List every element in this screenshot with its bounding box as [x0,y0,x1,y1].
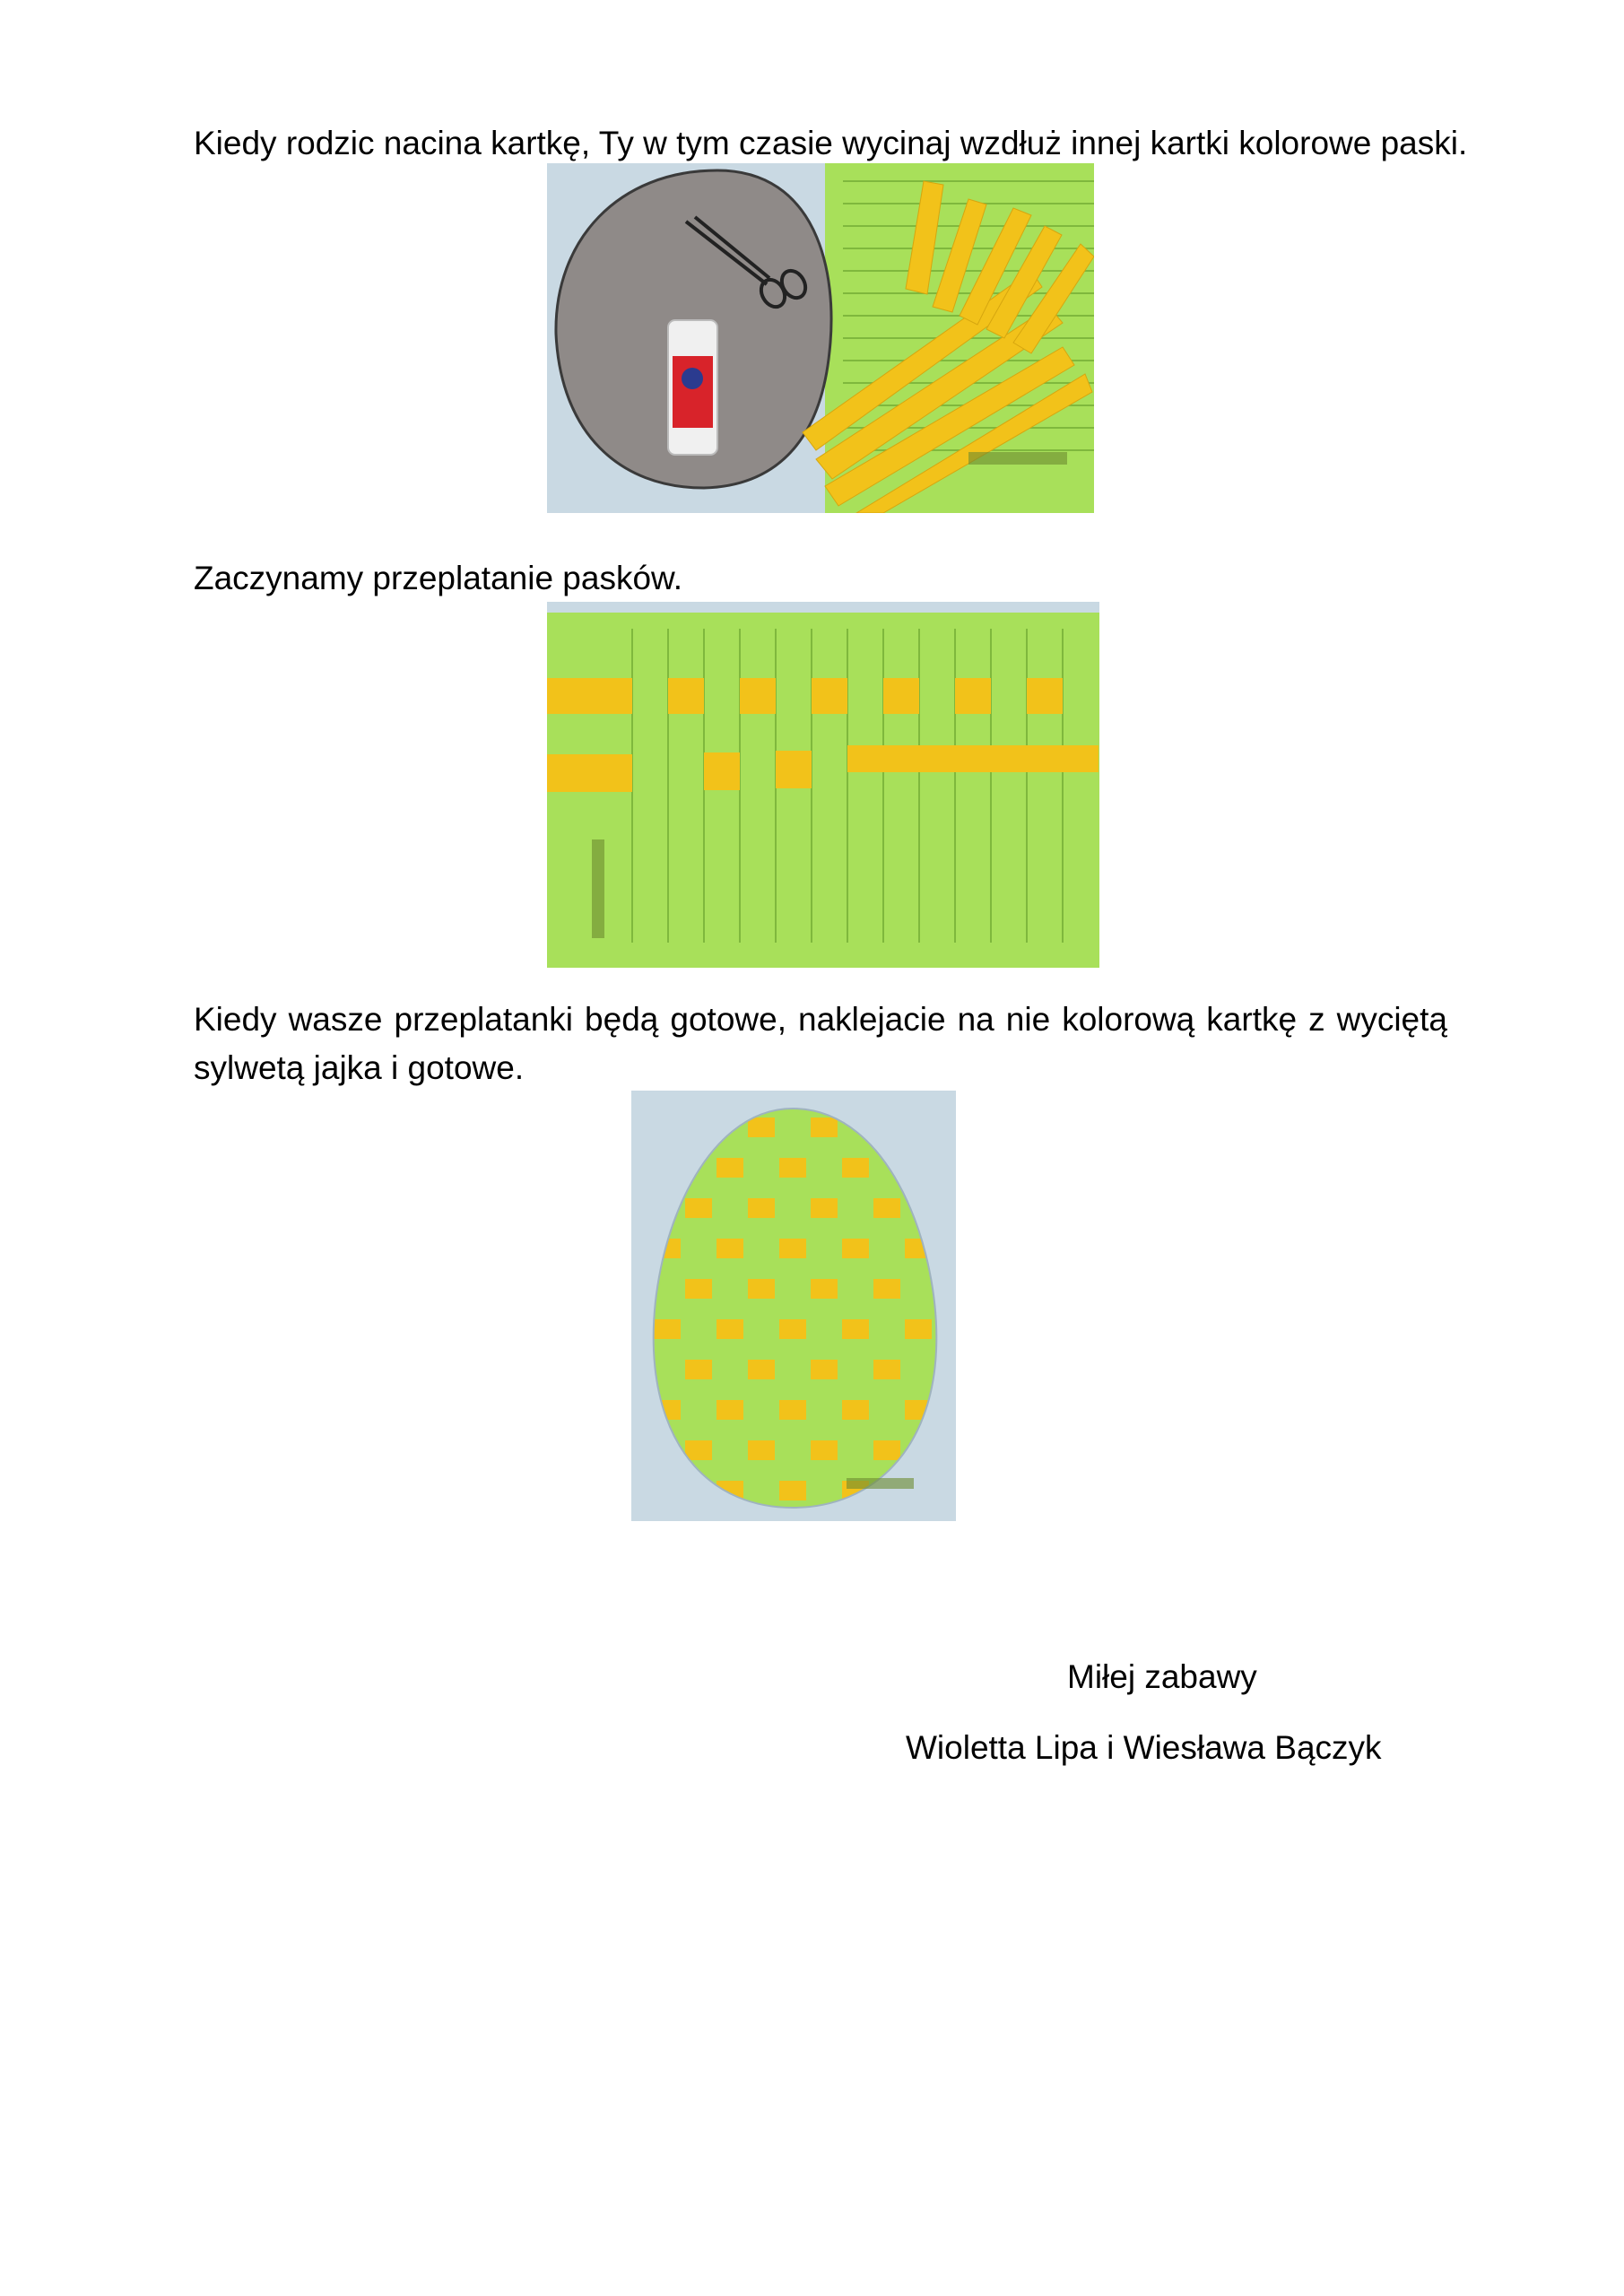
instruction-paragraph-3-line-1: Kiedy wasze przeplatanki będą gotowe, naklejacie na nie kolorową kartkę z wyciętą [194,1001,1447,1038]
instruction-paragraph-2: Zaczynamy przeplatanie pasków. [194,560,682,596]
instruction-paragraph-3 [194,996,1447,1092]
photo-finished-egg-image [631,1091,956,1521]
instruction-paragraph-3-line-2: sylwetą jajka i gotowe. [194,1049,525,1086]
photo-weaving-strips [547,602,1099,968]
closing-greeting: Miłej zabawy [1067,1658,1257,1695]
photo-weaving-strips-image [547,602,1099,968]
photo-cutting-strips-image [547,163,1094,513]
photo-cutting-strips [547,163,1094,513]
authors-signature: Wioletta Lipa i Wiesława Bączyk [906,1729,1382,1766]
photo-finished-egg [631,1091,956,1521]
instruction-paragraph-1: Kiedy rodzic nacina kartkę, Ty w tym czasie wycinaj wzdłuż innej kartki kolorowe paski. [194,125,1468,161]
